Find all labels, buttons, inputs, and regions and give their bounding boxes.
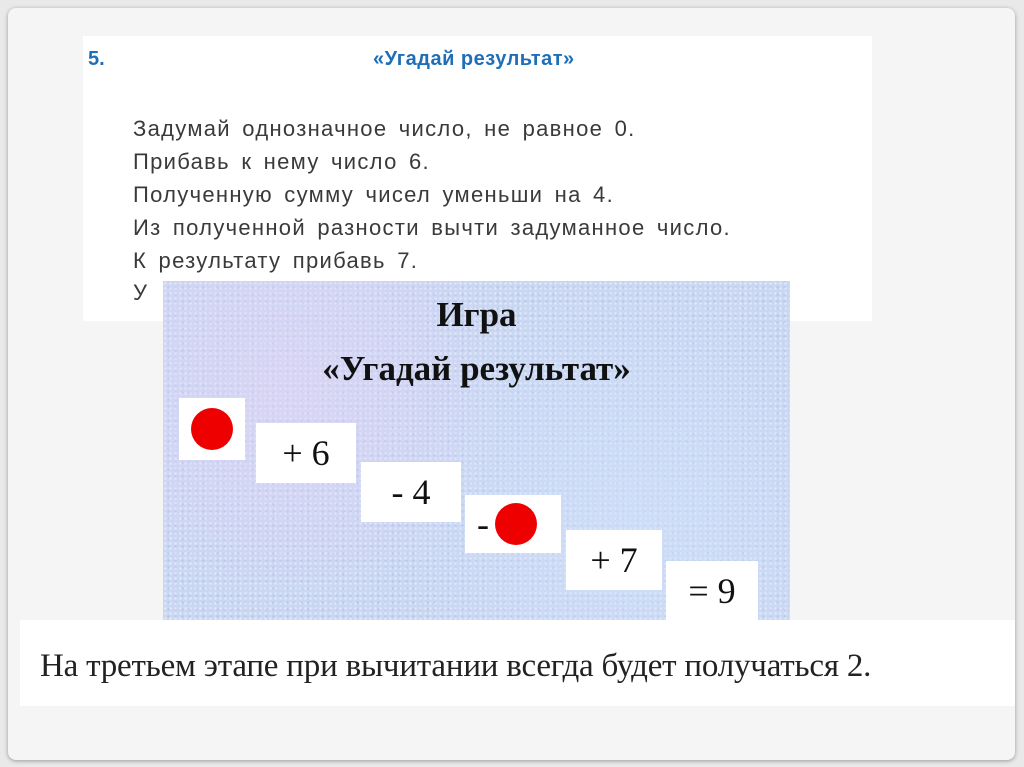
step-label: - xyxy=(477,504,489,544)
task-line-6: У xyxy=(133,280,149,305)
slide xyxy=(8,8,1015,760)
task-line-1: Задумай однозначное число, не равное 0. xyxy=(133,116,636,141)
task-line-5: К результату прибавь 7. xyxy=(133,248,419,273)
step-card-subtract-number xyxy=(465,495,561,553)
game-title: Игра xyxy=(436,295,517,334)
step-card-add-7 xyxy=(566,530,662,590)
conclusion-panel xyxy=(20,620,1015,706)
step-label: = 9 xyxy=(688,571,736,611)
task-line-4: Из полученной разности вычти задуманное число. xyxy=(133,215,731,240)
task-panel xyxy=(83,36,872,321)
game-panel xyxy=(163,281,790,638)
game-subtitle: «Угадай результат» xyxy=(322,349,631,388)
task-line-3: Полученную сумму чисел уменьши на 4. xyxy=(133,182,614,207)
task-line-2: Прибавь к нему число 6. xyxy=(133,149,430,174)
step-label: - 4 xyxy=(391,472,431,512)
step-card-subtract-4 xyxy=(361,462,461,522)
step-card-result xyxy=(666,561,758,621)
hidden-number-dot-icon xyxy=(191,408,233,450)
step-label: + 6 xyxy=(282,433,330,473)
step-card-add-6 xyxy=(256,423,356,483)
task-number: 5. xyxy=(88,48,105,70)
hidden-number-dot-icon xyxy=(495,503,537,545)
task-title: «Угадай результат» xyxy=(373,48,575,70)
conclusion-text: На третьем этапе при вычитании всегда будет получаться 2. xyxy=(40,648,872,684)
step-card-number xyxy=(179,398,245,460)
step-label: + 7 xyxy=(590,540,638,580)
